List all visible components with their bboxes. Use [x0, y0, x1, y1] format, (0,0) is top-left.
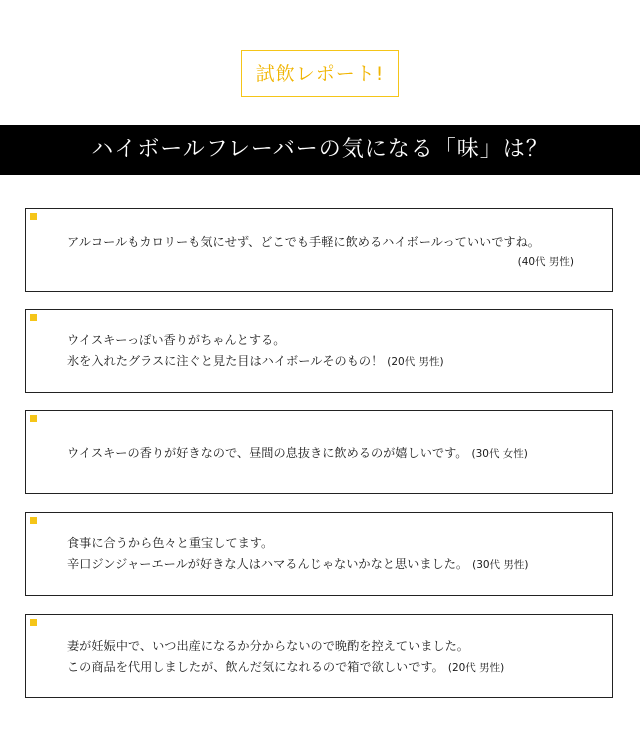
section-banner: ハイボールフレーバーの気になる「味」は？: [0, 125, 640, 175]
report-badge-container: [0, 50, 640, 97]
yellow-square-icon: [30, 619, 37, 626]
review-body: [26, 411, 612, 465]
yellow-square-icon: [30, 415, 37, 422]
report-badge: 試飲レポート!: [241, 50, 400, 97]
review-text: 辛口ジンジャーエールが好きな人はハマるんじゃないかなと思いました。: [67, 557, 469, 571]
reviewer-info: (40代 男性): [517, 256, 574, 268]
review-card: [25, 410, 613, 494]
review-text: この商品を代用しましたが、飲んだ気になれるので箱で欲しいです。: [67, 660, 444, 674]
review-text: アルコールもカロリーも気にせず、どこでも手軽に飲めるハイボールっていいですね。: [67, 235, 540, 249]
review-card: [25, 309, 613, 393]
review-text-line2: [67, 351, 580, 373]
reviewer-info: (30代 女性): [471, 448, 528, 460]
review-text: 妻が妊娠中で、いつ出産になるか分からないので晩酌を控えていました。: [67, 639, 469, 653]
yellow-square-icon: [30, 213, 37, 220]
review-text: 食事に合うから色々と重宝してます。: [67, 536, 274, 550]
review-body: [26, 310, 612, 373]
yellow-square-icon: [30, 517, 37, 524]
review-body: [26, 209, 612, 271]
review-text: ウイスキーっぽい香りがちゃんとする。: [67, 333, 286, 347]
review-body: [26, 513, 612, 576]
reviewer-info: (30代 男性): [472, 559, 529, 571]
review-text: ウイスキーの香りが好きなので、昼間の息抜きに飲めるのが嬉しいです。: [67, 446, 468, 460]
review-card: [25, 512, 613, 596]
reviewer-info: (20代 男性): [387, 356, 444, 368]
yellow-square-icon: [30, 314, 37, 321]
review-text: 氷を入れたグラスに注ぐと見た目はハイボールそのもの！: [67, 354, 384, 368]
reviewer-info: (20代 男性): [447, 662, 505, 674]
review-text-line2: [67, 554, 580, 576]
review-card: [25, 614, 613, 698]
review-text-line2: [67, 657, 580, 679]
review-text-line1: [67, 443, 580, 465]
review-card: [25, 208, 613, 292]
review-body: [26, 615, 612, 679]
